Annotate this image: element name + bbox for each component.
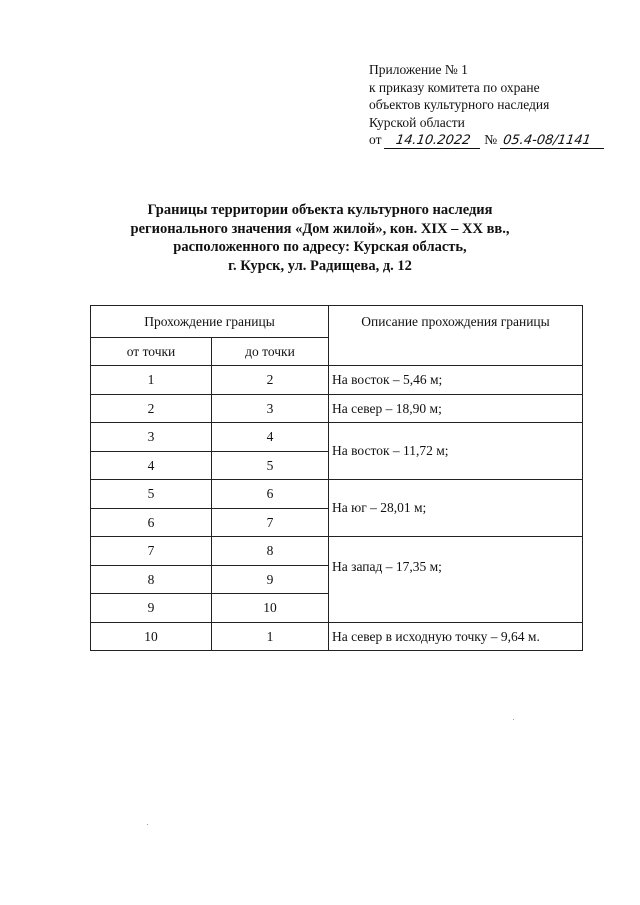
to-point-cell: 1: [212, 623, 329, 651]
description-cell: На восток – 11,72 м;: [329, 423, 583, 480]
appendix-header: [369, 61, 605, 149]
to-point-cell: 9: [212, 566, 329, 594]
to-point-cell: 10: [212, 594, 329, 623]
title-line-4: г. Курск, ул. Радищева, д. 12: [228, 257, 412, 274]
to-point-cell: 8: [212, 537, 329, 566]
document-title: [100, 201, 540, 275]
from-point-cell: 2: [91, 395, 212, 423]
header-description: Описание прохождения границы: [329, 306, 583, 366]
handwritten-date: 14.10.2022: [384, 134, 482, 149]
from-point-cell: 6: [91, 509, 212, 537]
table-row: [91, 423, 583, 452]
description-cell: На юг – 28,01 м;: [329, 480, 583, 537]
to-point-cell: 5: [212, 452, 329, 480]
description-cell: На север – 18,90 м;: [329, 395, 583, 423]
scan-speck: [513, 719, 514, 720]
appendix-line-4: Курской области: [369, 114, 465, 130]
boundary-table: [90, 305, 583, 651]
appendix-line-3: объектов культурного наследия: [369, 97, 550, 112]
from-point-cell: 10: [91, 623, 212, 651]
appendix-line-2: к приказу комитета по охране: [369, 79, 540, 95]
to-point-cell: 4: [212, 423, 329, 452]
scan-speck: [147, 824, 148, 825]
title-line-1: Границы территории объекта культурного наследия: [147, 202, 493, 218]
title-line-3: расположенного по адресу: Курская область,: [173, 239, 467, 255]
to-point-cell: 7: [212, 509, 329, 537]
appendix-date-line: [369, 131, 605, 149]
description-cell: На запад – 17,35 м;: [329, 537, 583, 623]
handwritten-number: 05.4-08/1141: [499, 134, 605, 149]
number-prefix: №: [484, 132, 498, 147]
to-point-cell: 6: [212, 480, 329, 509]
from-point-cell: 4: [91, 452, 212, 480]
to-point-cell: 3: [212, 395, 329, 423]
from-prefix: от: [369, 132, 382, 147]
header-from-point: от точки: [91, 338, 212, 366]
from-point-cell: 7: [91, 537, 212, 566]
table-row: [91, 480, 583, 509]
description-cell: На восток – 5,46 м;: [329, 366, 583, 395]
from-point-cell: 1: [91, 366, 212, 395]
header-boundary-passage: Прохождение границы: [91, 306, 329, 338]
title-line-2: регионального значения «Дом жилой», кон. XIX – XX вв.,: [130, 220, 510, 237]
from-point-cell: 9: [91, 594, 212, 623]
table-row: [91, 366, 583, 395]
table-row: [91, 623, 583, 651]
table-row: [91, 395, 583, 423]
from-point-cell: 5: [91, 480, 212, 509]
to-point-cell: 2: [212, 366, 329, 395]
description-cell: На север в исходную точку – 9,64 м.: [329, 623, 583, 651]
table-row: [91, 537, 583, 566]
from-point-cell: 3: [91, 423, 212, 452]
header-to-point: до точки: [212, 338, 329, 366]
from-point-cell: 8: [91, 566, 212, 594]
appendix-line-1: Приложение № 1: [369, 62, 468, 77]
